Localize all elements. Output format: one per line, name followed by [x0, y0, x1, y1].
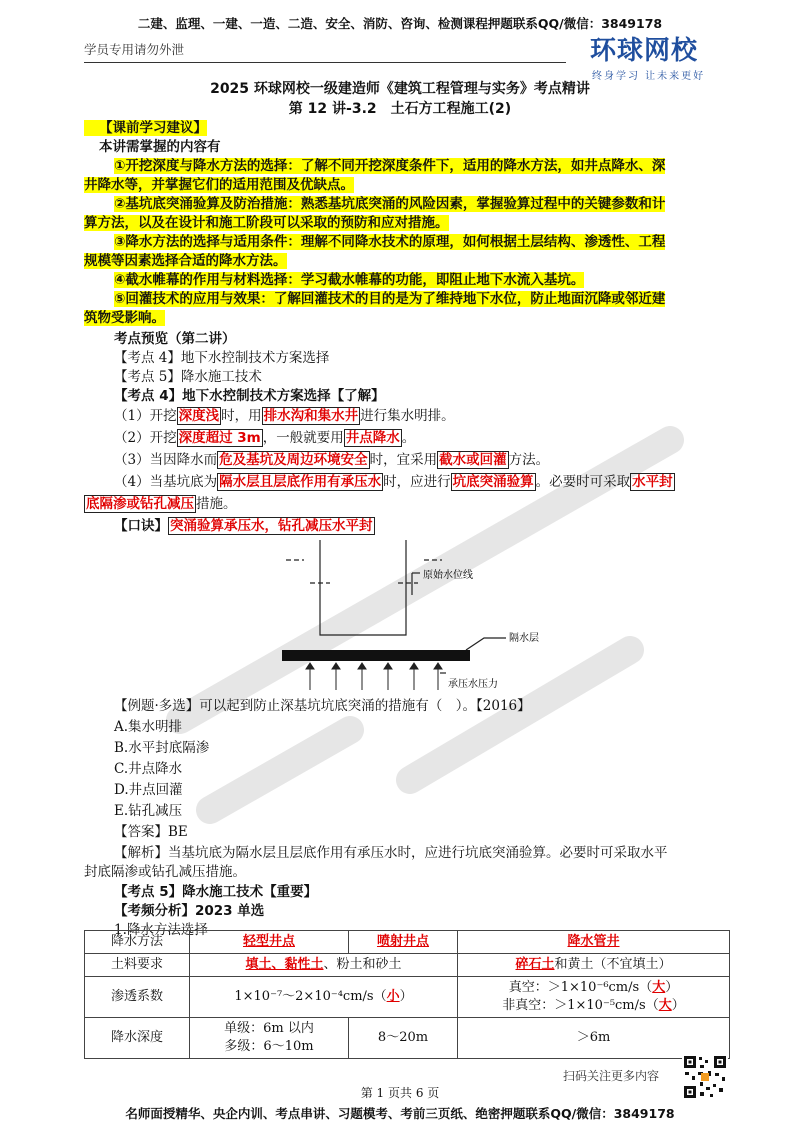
logo-name: 环球网校: [590, 36, 699, 66]
table-cell: 喷射井点: [349, 931, 458, 954]
point4-heading: 【考点 4】地下水控制技术方案选择【了解】: [114, 388, 385, 404]
advice-item-3: ③降水方法的选择与适用条件：理解不同降水技术的原理，如何根据土层结构、渗透性、工程: [114, 234, 666, 250]
table-cell: 8～20m: [349, 1018, 458, 1059]
advice-item-5: ⑤回灌技术的应用与效果：了解回灌技术的目的是为了维持地下水位，防止地面沉降或邻近建: [114, 291, 666, 307]
mnemonic: 【口诀】 突涌验算承压水，钻孔减压水平封: [114, 518, 373, 534]
lecture-subtitle: 第 12 讲-3.2 土石方工程施工(2): [288, 101, 512, 117]
pressure-arrow: [410, 663, 418, 690]
table-row: [85, 931, 730, 954]
advice-item-1: ①开挖深度与降水方法的选择：了解不同开挖深度条件下，适用的降水方法，如井点降水、深: [114, 158, 666, 174]
pressure-arrow: [434, 663, 442, 690]
table-cell: 降水方法: [85, 931, 190, 954]
top-contact-banner: 二建、监理、一建、一造、二造、安全、消防、咨询、检测课程押题联系QQ/微信：3849178: [137, 16, 663, 31]
advice-item-5-cont: 筑物受影响。: [84, 310, 165, 326]
point4-line-4: （4）当基坑底为 隔水层且层底作用有承压水 时，应进行 坑底突涌验算 。必要时可采取 水平封: [114, 474, 673, 490]
option-item: D.井点回灌: [114, 782, 183, 798]
pressure-arrow: [332, 663, 340, 690]
table-cell: 土料要求: [85, 954, 190, 977]
preview-item: 【考点 4】地下水控制技术方案选择: [114, 350, 330, 366]
advice-item-2-cont: 算方法，以及在设计和施工阶段可以采取的预防和应对措施。: [84, 215, 449, 231]
point5-subheading: 1.降水方法选择: [114, 922, 208, 938]
option-item: C.井点降水: [114, 761, 183, 777]
preview-item: 【考点 5】降水施工技术: [114, 369, 262, 385]
aquiclude-layer: [282, 650, 470, 661]
answer: 【答案】BE: [114, 824, 188, 840]
point4-line-5: 底隔渗或钻孔减压 措施。: [86, 496, 237, 512]
table-cell: 碎石土和黄土（不宜填土）: [458, 954, 730, 977]
option-item: B.水平封底隔渗: [114, 740, 210, 756]
pressure-arrow: [306, 663, 314, 690]
advice-item-4: ④截水帷幕的作用与材料选择：学习截水帷幕的功能，即阻止地下水流入基坑。: [114, 272, 585, 288]
document-title: 2025 环球网校一级建造师《建筑工程管理与实务》考点精讲: [210, 81, 590, 97]
frequency-analysis: 【考频分析】2023 单选: [114, 903, 265, 919]
foundation-pit-diagram: [270, 540, 600, 690]
header-divider: [84, 62, 566, 63]
pressure-label: 承压水压力: [448, 679, 498, 690]
table-cell: 单级：6m 以内 多级：6～10m: [190, 1018, 349, 1059]
water-level-label: 原始水位线: [423, 570, 473, 581]
study-advice-heading: 【课前学习建议】: [84, 119, 730, 138]
table-cell: 降水深度: [85, 1018, 190, 1059]
table-cell: 1×10⁻⁷～2×10⁻⁴cm/s（小）: [190, 977, 458, 1018]
point5-heading: 【考点 5】降水施工技术【重要】: [114, 884, 318, 900]
brand-logo: [590, 30, 740, 80]
pressure-arrow: [358, 663, 366, 690]
preview-heading: 考点预览（第二讲）: [114, 331, 236, 347]
table-row: [85, 977, 730, 1018]
page-number: 第 1 页共 6 页: [360, 1086, 440, 1100]
analysis: 【解析】当基坑底为隔水层且层底作用有承压水时，应进行坑底突涌验算。必要时可采取水平: [114, 845, 668, 861]
layer-leader: [466, 638, 506, 650]
dewatering-method-table: [84, 930, 730, 1059]
point4-line-2: （2）开挖 深度超过 3m ，一般就要用 井点降水 。: [114, 430, 416, 446]
table-cell: 渗透系数: [85, 977, 190, 1018]
table-cell: 填土、黏性土、粉土和砂土: [190, 954, 458, 977]
table-cell: 真空：＞1×10⁻⁶cm/s（大） 非真空：＞1×10⁻⁵cm/s（大）: [458, 977, 730, 1018]
logo-slogan: 终身学习 让未来更好: [592, 71, 706, 82]
advice-item-3-cont: 规模等因素选择合适的降水方法。: [84, 253, 287, 269]
point4-line-1: （1）开挖 深度浅 时，用 排水沟和集水井 进行集水明排。: [114, 408, 455, 424]
pit-outline: [320, 540, 406, 635]
point4-line-3: （3）当因降水而 危及基坑及周边环境安全 时，宜采用 截水或回灌 方法。: [114, 452, 550, 468]
advice-item-1-cont: 井降水等，并掌握它们的适用范围及优缺点。: [84, 177, 354, 193]
option-item: E.钻孔减压: [114, 803, 183, 819]
pressure-arrow: [384, 663, 392, 690]
scan-qr-note: 扫码关注更多内容: [563, 1069, 660, 1083]
table-row: [85, 954, 730, 977]
table-cell: 降水管井: [458, 931, 730, 954]
example-stem: 【例题·多选】可以起到防止深基坑坑底突涌的措施有（ ）。【2016】: [114, 698, 531, 714]
option-item: A.集水明排: [114, 719, 183, 735]
table-row: [85, 1018, 730, 1059]
aquiclude-label: 隔水层: [509, 633, 539, 644]
internal-use-note: 学员专用请勿外泄: [84, 42, 185, 57]
analysis-cont: 封底隔渗或钻孔减压措施。: [84, 864, 246, 880]
advice-item-2: ②基坑底突涌验算及防治措施：熟悉基坑底突涌的风险因素，掌握验算过程中的关键参数和计: [114, 196, 666, 212]
study-advice-intro: 本讲需掌握的内容有: [99, 139, 221, 155]
table-cell: 轻型井点: [190, 931, 349, 954]
table-cell: ＞6m: [458, 1018, 730, 1059]
bottom-contact-banner: 名师面授精华、央企内训、考点串讲、习题模考、考前三页纸、绝密押题联系QQ/微信：3849178: [125, 1106, 675, 1121]
